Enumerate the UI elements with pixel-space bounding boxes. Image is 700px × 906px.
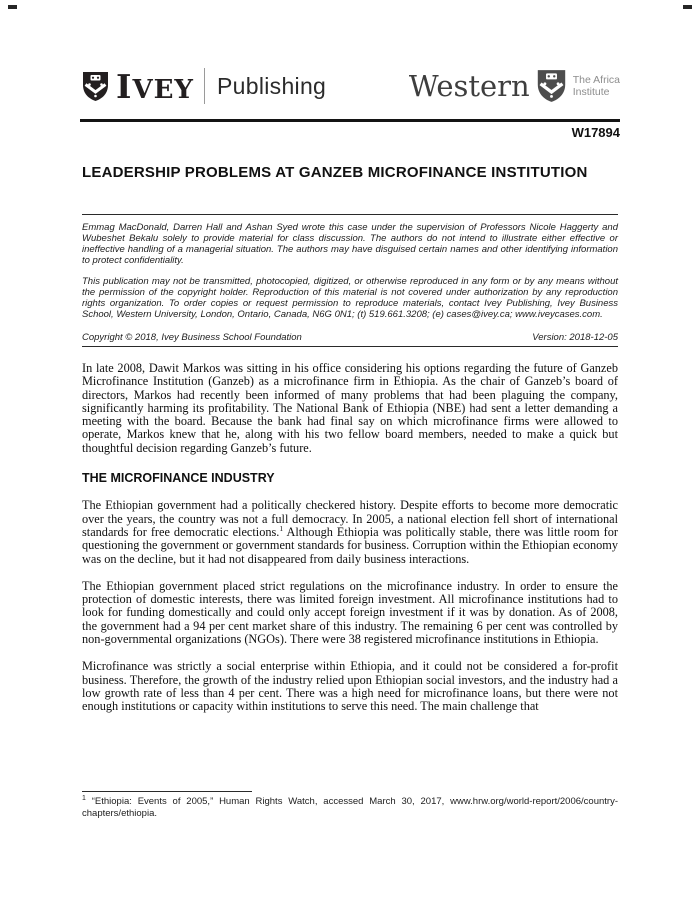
page-header [82,60,620,112]
africa-institute-label: The Africa Institute [572,73,620,98]
scan-artifact [8,5,17,9]
western-africa-institute-logo [409,69,620,103]
case-body [82,362,618,714]
ivey-publishing-logo [82,68,326,104]
footnote-rule [82,791,252,792]
footnote-reference-1: 1 [279,523,284,533]
section-heading-microfinance-industry: THE MICROFINANCE INDUSTRY [82,471,275,486]
masthead-disclaimer [82,214,618,347]
version-label: Version: 2018-12-05 [532,332,618,343]
footnote-1: $^1$ “Ethiopia: Events of 2005,” Human Rights Watch, accessed March 30, 2017, www.hrw.org/world-report/2006/country-chapters/ethiopia. [82,794,618,819]
western-wordmark: Western [408,68,530,103]
footnote-number: 1 [82,794,86,802]
case-number: W17894 [571,125,620,140]
case-title: LEADERSHIP PROBLEMS AT GANZEB MICROFINANCE INSTITUTION [82,164,588,181]
industry-paragraph-2: The Ethiopian government placed strict regulations on the microfinance industry. In order to ensure the protection of domestic interests, there was limited foreign investment. All microfinance institutions had to look for funding domestically and could only accept foreign investment if it was by donation. As of 2008, the government had a 94 per cent market share of this industry. The remaining 6 per cent was controlled by non-governmental organizations (NGOs). There were 38 registered microfinance institutions in Ethiopia. [82,578,618,647]
ivey-crest-shield-icon [82,71,109,102]
industry-paragraph-1: The Ethiopian government had a politically checkered history. Despite efforts to become more democratic over the years, the country was not a full democracy. In 2005, a national election fell short of international standards for free democratic elections.$^1$ Although Ethiopia was politically stable, there was little room for questioning the government or government standards for business. Corruption within the Ethiopian economy was on the decline, but it had not disappeared from daily business interactions. [82,498,618,566]
copyright-row [82,332,618,347]
industry-paragraph-3: Microfinance was strictly a social enterprise within Ethiopia, and it could not be considered a for-profit business. Therefore, the growth of the industry relied upon Ethiopian social investors, and the industry had a low growth rate of less than 4 per cent. There was a high need for microfinance loans, but there were not enough institutions or capacity within institutions to serve this need. The main challenge that [82,659,618,714]
publishing-label: Publishing [217,72,327,99]
logo-divider [204,68,205,104]
ivey-wordmark: IVEY [116,66,194,106]
scan-artifact [683,5,692,9]
authorship-disclaimer: Emmag MacDonald, Darren Hall and Ashan Syed wrote this case under the supervision of Professors Nicole Haggerty and Wubeshet Bekalu solely to provide material for class discussion. The authors do not intend to illustrate either effective or ineffective handling of a managerial situation. The authors may have disguised certain names and other identifying information to protect confidentiality. [82,222,618,266]
copyright-notice: Copyright © 2018, Ivey Business School Foundation [82,332,302,343]
footnote-block [82,791,618,820]
western-crest-shield-icon [536,69,567,103]
reproduction-notice: This publication may not be transmitted, photocopied, digitized, or otherwise reproduced in any form or by any means without the permission of the copyright holder. Reproduction of this material is not covered under authorization by any reproduction rights organization. To order copies or request permission to reproduce materials, contact Ivey Publishing, Ivey Business School, Western University, London, Ontario, Canada, N6G 0N1; (t) 519.661.3208; (e) cases@ivey.ca; www.iveycases.com. [82,276,618,320]
intro-paragraph: In late 2008, Dawit Markos was sitting in his office considering his options regarding the future of Ganzeb Microfinance Institution (Ganzeb) as a microfinance firm in Ethiopia. As the chair of Ganzeb’s board of directors, Markos had recently been informed of many problems that had been plaguing the company, significantly harming its profitability. The National Bank of Ethiopia (NBE) had sent a letter demanding a meeting with the board. Because the bank had final say on which microfinance firms were allowed to operate, Markos knew that he, along with his two fellow board members, needed to make a quick but thoughtful decision regarding Ganzeb’s future. [82,361,618,455]
header-rule [80,119,620,122]
